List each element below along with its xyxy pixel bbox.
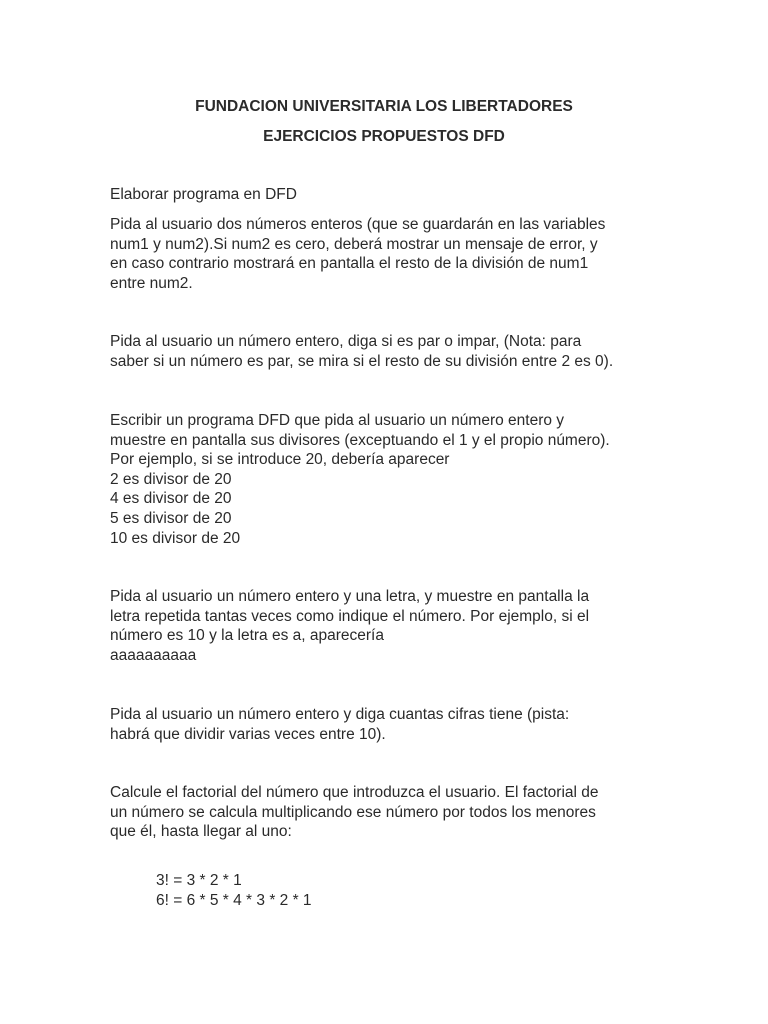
intro-paragraph [110, 185, 670, 205]
exercise-3-line: muestre en pantalla sus divisores (exceptuando el 1 y el propio número). [110, 431, 610, 449]
exercise-3-line: 10 es divisor de 20 [110, 529, 241, 547]
exercise-2 [110, 332, 670, 371]
exercise-5-line: habrá que dividir varias veces entre 10). [110, 725, 386, 743]
exercise-6 [110, 783, 670, 842]
intro-text: Elaborar programa en DFD [110, 186, 297, 203]
exercise-4 [110, 587, 670, 665]
exercise-1-line: Pida al usuario dos números enteros (que se guardarán en las variables [110, 216, 606, 233]
exercise-3-line: 4 es divisor de 20 [110, 490, 232, 508]
exercise-1-line: num1 y num2).Si num2 es cero, deberá mostrar un mensaje de error, y [110, 235, 598, 253]
exercise-2-line: saber si un número es par, se mira si el resto de su división entre 2 es 0). [110, 352, 614, 370]
document-subtitle: EJERCICIOS PROPUESTOS DFD [263, 128, 505, 145]
exercise-6-line: Calcule el factorial del número que introduzca el usuario. El factorial de [110, 784, 599, 801]
exercise-3 [110, 411, 670, 548]
exercise-5 [110, 705, 670, 744]
exercise-3-line: 5 es divisor de 20 [110, 509, 232, 527]
exercise-3-line: 2 es divisor de 20 [110, 470, 232, 488]
exercise-4-line: aaaaaaaaaa [110, 646, 197, 664]
exercise-5-line: Pida al usuario un número entero y diga cuantas cifras tiene (pista: [110, 706, 570, 723]
exercise-1-line: entre num2. [110, 274, 193, 292]
exercise-1-line: en caso contrario mostrará en pantalla el resto de la división de num1 [110, 255, 589, 273]
exercise-4-line: Pida al usuario un número entero y una letra, y muestre en pantalla la [110, 588, 590, 605]
document-title: FUNDACION UNIVERSITARIA LOS LIBERTADORES [195, 98, 573, 115]
factorial-example: 6! = 6 * 5 * 4 * 3 * 2 * 1 [156, 891, 312, 909]
exercise-1 [110, 215, 670, 293]
exercise-3-line: Por ejemplo, si se introduce 20, debería aparecer [110, 451, 450, 469]
factorial-example: 3! = 3 * 2 * 1 [156, 872, 242, 889]
exercise-3-line: Escribir un programa DFD que pida al usuario un número entero y [110, 412, 565, 429]
exercise-6-line: que él, hasta llegar al uno: [110, 823, 292, 841]
factorial-examples [156, 871, 716, 910]
exercise-2-line: Pida al usuario un número entero, diga si es par o impar, (Nota: para [110, 333, 582, 350]
exercise-6-line: un número se calcula multiplicando ese número por todos los menores [110, 803, 596, 821]
exercise-4-line: letra repetida tantas veces como indique el número. Por ejemplo, si el [110, 607, 590, 625]
exercise-4-line: número es 10 y la letra es a, aparecería [110, 627, 384, 645]
